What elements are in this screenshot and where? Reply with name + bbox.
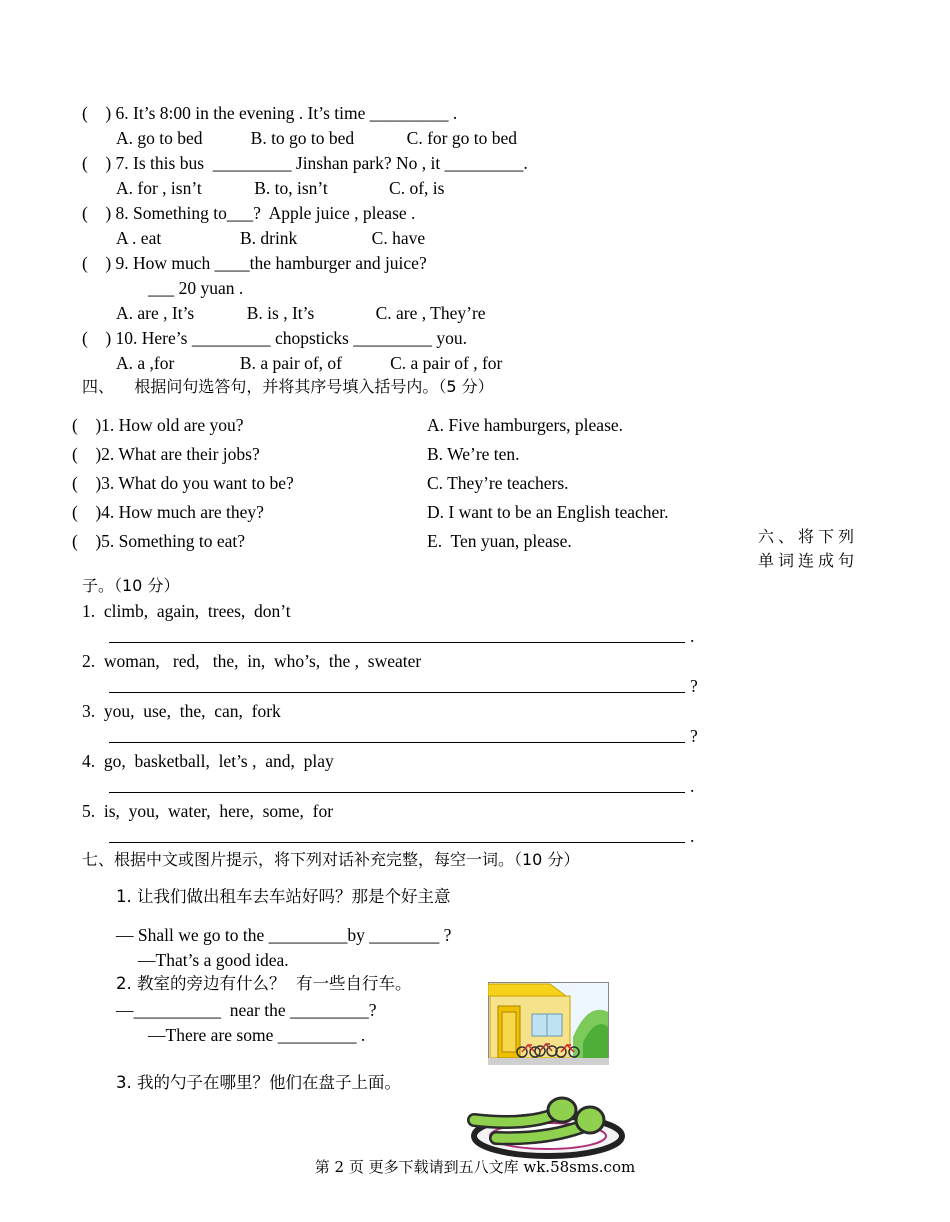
answer-line[interactable] [109,742,685,743]
match-answer: E. Ten yuan, please. [427,531,572,551]
match-answer: C. They’re teachers. [427,473,569,493]
sentence-end-mark: ? [690,726,698,746]
page-footer: 第 2 页 更多下载请到五八文库 wk.58sms.com [314,1158,636,1176]
question-6: ( ) 6. It’s 8:00 in the evening . It’s time _________ . [82,103,458,123]
section-7-title: 七、根据中文或图片提示，将下列对话补充完整，每空一词。（10 分） [82,850,580,869]
question-7: ( ) 7. Is this bus _________ Jinshan park? No , it _________. [82,153,528,173]
dialog-2-chinese: 2. 教室的旁边有什么？ 有一些自行车。 [116,974,412,993]
match-question: ( )3. What do you want to be? [72,473,294,493]
match-answer: D. I want to be an English teacher. [427,502,669,522]
dialog-1-chinese: 1. 让我们做出租车去车站好吗？那是个好主意 [116,887,451,906]
question-8: ( ) 8. Something to___? Apple juice , please . [82,203,416,223]
sentence-words: 2. woman, red, the, in, who’s, the , sweater [82,651,422,671]
section-4-title: 四、 根据问句选答句，并将其序号填入括号内。（5 分） [82,377,494,396]
match-answer: A. Five hamburgers, please. [427,415,624,435]
dialog-3-chinese: 3. 我的勺子在哪里？他们在盘子上面。 [116,1073,401,1092]
sentence-end-mark: ? [690,676,698,696]
match-question: ( )2. What are their jobs? [72,444,260,464]
answer-line[interactable] [109,792,685,793]
question-9-options: A. are , It’s B. is , It’s C. are , They’re [116,303,486,323]
spoons-on-plate-image [466,1096,628,1160]
dialog-1-question: — Shall we go to the _________by ________ ? [116,925,452,945]
question-10-options: A. a ,for B. a pair of, of C. a pair of , for [116,353,503,373]
answer-line[interactable] [109,692,685,693]
section-6-title-line1: 六、将下列 [758,527,859,546]
dialog-2-question: —__________ near the _________? [116,1000,377,1020]
section-6-title-line2: 单词连成句 [758,551,859,570]
question-9: ( ) 9. How much ____the hamburger and juice? [82,253,427,273]
match-question: ( )5. Something to eat? [72,531,246,551]
match-answer: B. We’re ten. [427,444,520,464]
sentence-words: 3. you, use, the, can, fork [82,701,281,721]
dialog-1-answer: —That’s a good idea. [138,950,289,970]
answer-line[interactable] [109,642,685,643]
question-6-options: A. go to bed B. to go to bed C. for go to bed [116,128,518,148]
answer-line[interactable] [109,842,685,843]
match-question: ( )1. How old are you? [72,415,244,435]
dialog-2-answer: —There are some _________ . [148,1025,366,1045]
sentence-words: 1. climb, again, trees, don’t [82,601,291,621]
section-6-title-line3: 子。（10 分） [82,576,180,595]
sentence-end-mark: . [690,776,695,796]
building-bicycles-image [488,982,609,1065]
sentence-end-mark: . [690,826,695,846]
question-10: ( ) 10. Here’s _________ chopsticks _________ you. [82,328,467,348]
question-9-sub: ___ 20 yuan . [148,278,244,298]
sentence-words: 5. is, you, water, here, some, for [82,801,334,821]
sentence-end-mark: . [690,626,695,646]
match-question: ( )4. How much are they? [72,502,264,522]
sentence-words: 4. go, basketball, let’s , and, play [82,751,334,771]
question-8-options: A . eat B. drink C. have [116,228,426,248]
question-7-options: A. for , isn’t B. to, isn’t C. of, is [116,178,445,198]
